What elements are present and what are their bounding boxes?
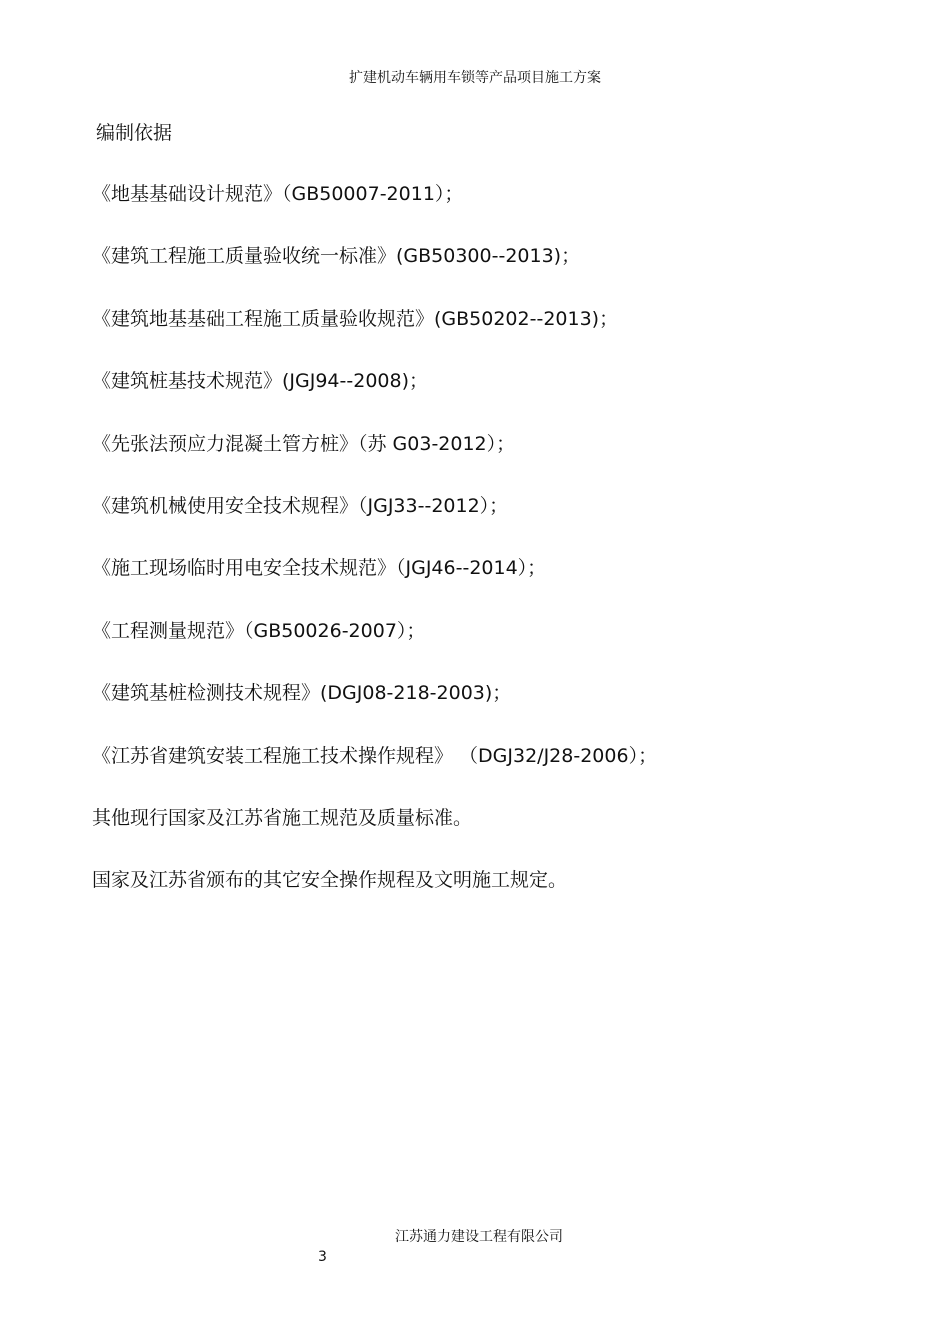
reference-list bbox=[92, 180, 892, 929]
reference-item: 其他现行国家及江苏省施工规范及质量标准。 bbox=[92, 806, 473, 829]
reference-item: 《施工现场临时用电安全技术规范》（JGJ46--2014）； bbox=[92, 557, 547, 580]
footer-company-name: 江苏通力建设工程有限公司 bbox=[395, 1229, 563, 1245]
page-number: 3 bbox=[318, 1249, 327, 1265]
reference-item: 《先张法预应力混凝土管方桩》（苏 G03-2012）； bbox=[92, 432, 516, 455]
reference-item: 《江苏省建筑安装工程施工技术操作规程》 （DGJ32/J28-2006）； bbox=[92, 744, 658, 767]
reference-item: 《建筑工程施工质量验收统一标准》(GB50300--2013)； bbox=[92, 245, 581, 268]
reference-item: 国家及江苏省颁布的其它安全操作规程及文明施工规定。 bbox=[92, 869, 568, 892]
reference-item: 《建筑地基基础工程施工质量验收规范》(GB50202--2013)； bbox=[92, 307, 619, 330]
reference-item: 《工程测量规范》（GB50026-2007）； bbox=[92, 619, 426, 642]
reference-item: 《地基基础设计规范》（GB50007-2011）； bbox=[92, 183, 464, 205]
reference-item: 《建筑机械使用安全技术规程》（JGJ33--2012）； bbox=[92, 494, 509, 517]
section-title: 编制依据 bbox=[96, 122, 173, 144]
page-header-title: 扩建机动车辆用车锁等产品项目施工方案 bbox=[349, 70, 601, 86]
reference-item: 《建筑桩基技术规范》(JGJ94--2008)； bbox=[92, 370, 428, 393]
reference-item: 《建筑基桩检测技术规程》(DGJ08-218-2003)； bbox=[92, 682, 512, 705]
